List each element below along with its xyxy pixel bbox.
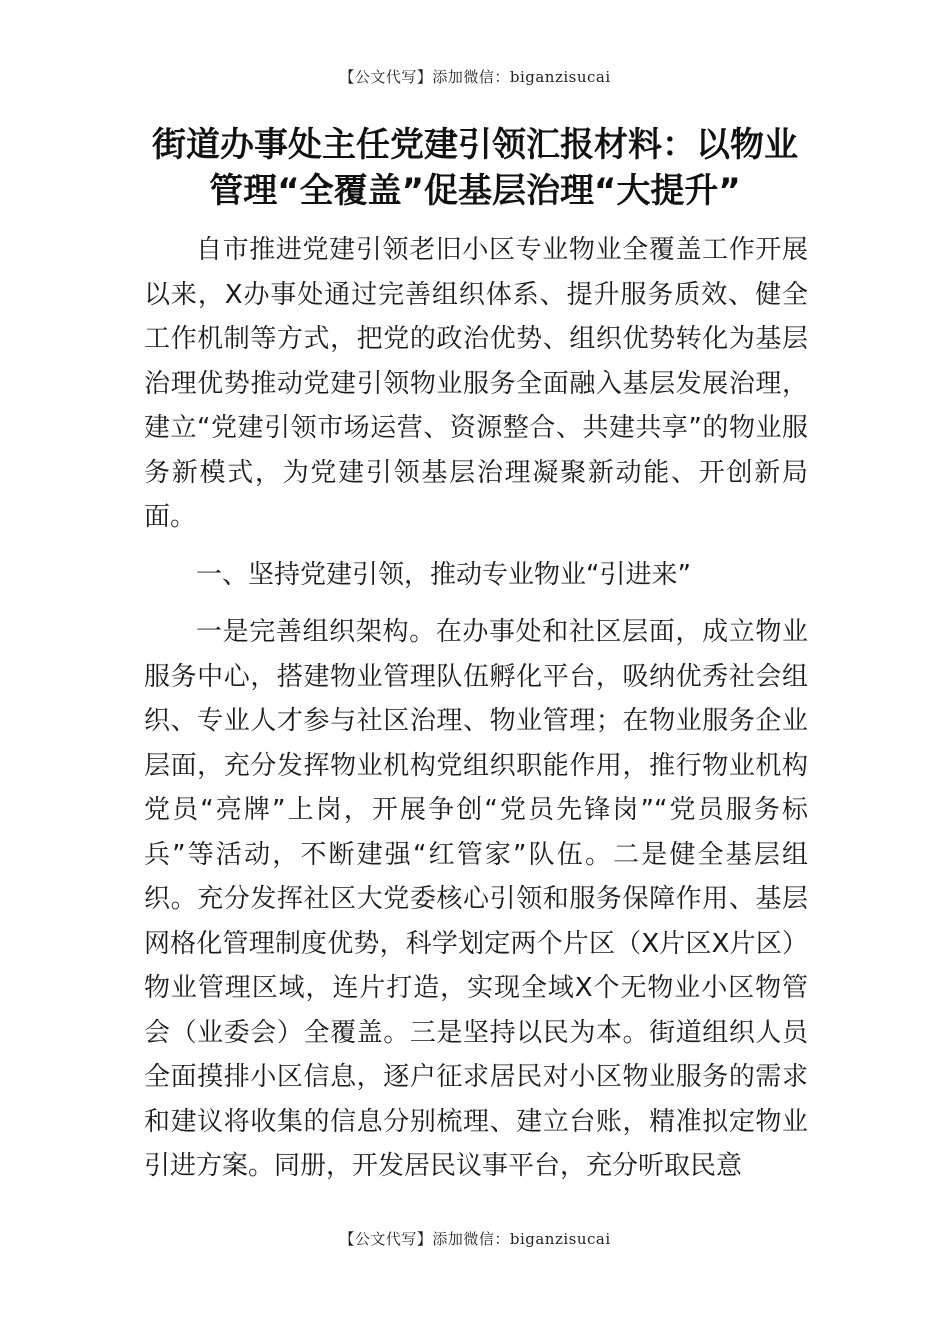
section-heading: 一、坚持党建引领，推动专业物业“引进来”	[196, 559, 691, 590]
title-line-1: 街道办事处主任党建引领汇报材料：以物业	[152, 125, 798, 165]
document-title	[120, 122, 830, 214]
intro-paragraph: 自市推进党建引领老旧小区专业物业全覆盖工作开展以来，X办事处通过完善组织体系、提升服务质效、健全工作机制等方式，把党的政治优势、组织优势转化为基层治理优势推动党建引领物业服务全面融入基层发展治理，建立“党建引领市场运营、资源整合、共建共享”的物业服务新模式，为党建引领基层治理凝聚新动能、开创新局面。	[144, 235, 808, 532]
document-body	[144, 228, 808, 1189]
title-line-2: 管理“全覆盖”促基层治理“大提升”	[209, 171, 741, 211]
page-header: 【公文代写】添加微信：biganzisucai	[339, 68, 611, 86]
section-body-paragraph: 一是完善组织架构。在办事处和社区层面，成立物业服务中心，搭建物业管理队伍孵化平台，吸纳优秀社会组织、专业人才参与社区治理、物业管理；在物业服务企业层面，充分发挥物业机构党组织职能作用，推行物业机构党员“亮牌”上岗，开展争创“党员先锋岗”“党员服务标兵”等活动，不断建强“红管家”队伍。二是健全基层组织。充分发挥社区大党委核心引领和服务保障作用、基层网格化管理制度优势，科学划定两个片区（X片区X片区）物业管理区域，连片打造，实现全域X个无物业小区物管会（业委会）全覆盖。三是坚持以民为本。街道组织人员全面摸排小区信息，逐户征求居民对小区物业服务的需求和建议将收集的信息分别梳理、建立台账，精准拟定物业引进方案。同册，开发居民议事平台，充分听取民意	[144, 617, 808, 1181]
page-footer: 【公文代写】添加微信：biganzisucai	[339, 1230, 611, 1248]
